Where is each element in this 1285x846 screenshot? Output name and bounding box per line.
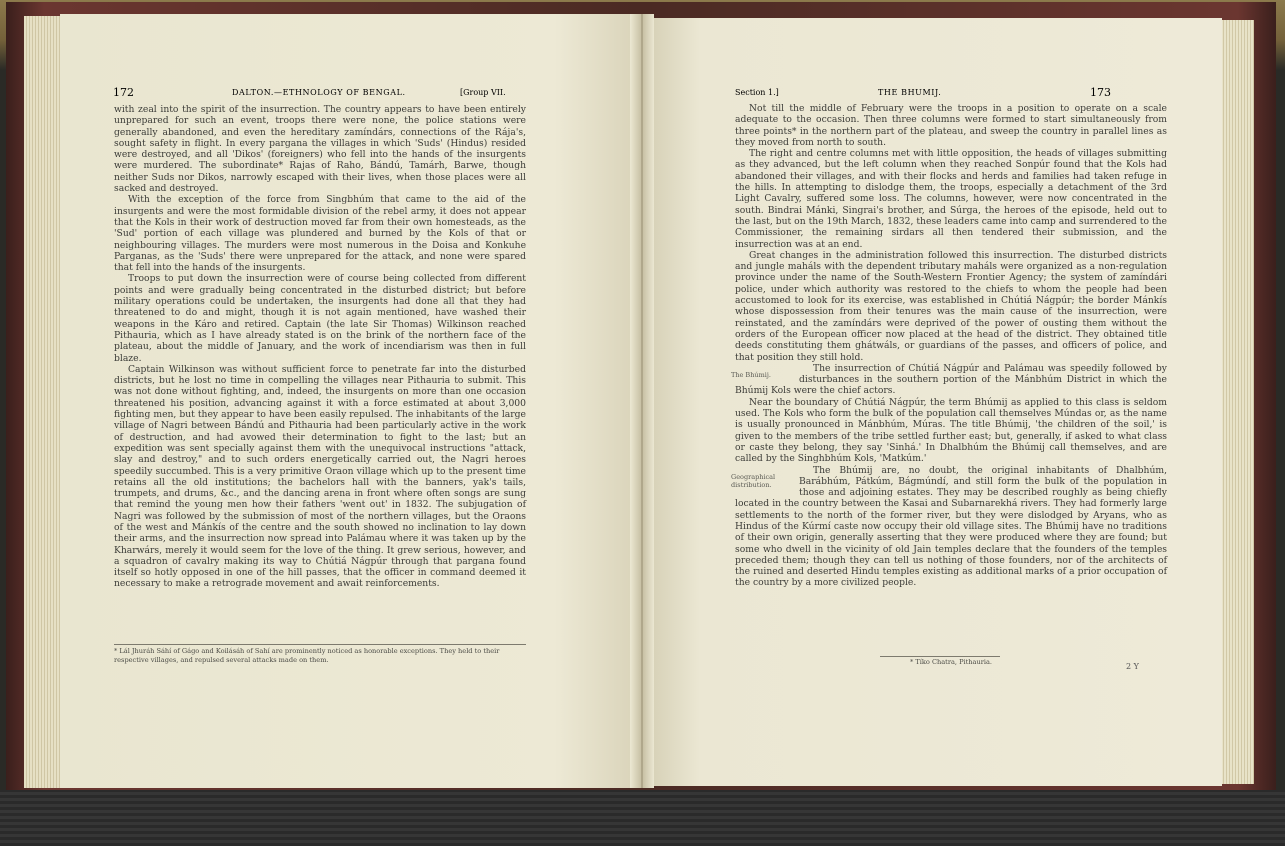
paragraph: Near the boundary of Chútiá Nágpúr, the term Bhúmij as applied to this class is seldom used. The Kols who form the bulk of the population call themselves Múndas or, as the name is usually pronounced in Mánbhúm, Múras. The title Bhúmij, 'the children of the soil,' is given to the members of the tribe settled further east; but, generally, if asked to what class or caste they belong, they say 'Sinhá.' In Dhalbhúm the Bhúmij call themselves, and are called by the Singhbhúm Kols, 'Matkúm.': [735, 396, 1167, 465]
paragraph: With the exception of the force from Singbhúm that came to the aid of the insurgents and were the most formidable division of the rebel army, it does not appear that the Kols in their work of destruction moved far from their own homesteads, as the 'Sud' portion of each village was plundered and burned by the Kols of that or neighbouring villages. The murders were most numerous in the Doisa and Konkuhe Parganas, as the 'Suds' there were unprepared for the attack, and none were spared that fell into the hands of the insurgents.: [114, 194, 526, 274]
paragraph: Not till the middle of February were the troops in a position to operate on a scale adequate to the occasion. Then three columns were formed to start simultaneously from three points* in the northern part of the plateau, and sweep the country in parallel lines as they moved from north to south.: [735, 103, 1167, 148]
right-running-head: THE BHUMIJ.: [878, 88, 942, 97]
left-page-number: 172: [113, 86, 134, 99]
right-footnote: * Tíko Chatra, Pithauria.: [910, 658, 993, 666]
paragraph: Troops to put down the insurrection were of course being collected from different points and were gradually being concentrated in the disturbed district; but before military operations could be undertaken, the insurgents had done all that they had threatened to do and might, though it is not again mentioned, have washed their weapons in the Káro and retired. Captain (the late Sir Thomas) Wilkinson reached Pithauria, which as I have already stated is on the brink of the northern face of the plateau, about the middle of January, and the work of incendiarism was then in full blaze.: [114, 273, 526, 364]
left-page: [60, 14, 642, 788]
paragraph: Great changes in the administration followed this insurrection. The disturbed districts and jungle maháls with the dependent tributary maháls were organized as a non-regulation province under the name of the South-Western Frontier Agency; the system of zamíndári police, under which authority was restored to the chiefs to whom the people had been accustomed to look for its exercise, was established in Chútiá Nágpúr; the border Mánkís whose dispossession from their tenures was the main cause of the insurrection, were reinstated, and the zamíndárs were deprived of the power of ousting them without the orders of the European officer now placed at the head of the district. They obtained title deeds constituting them ghátwáls, or guardians of the passes, and officers of police, and that position they still hold.: [735, 249, 1167, 363]
left-group-label: [Group VII.: [460, 88, 506, 97]
right-page-number: 173: [1090, 86, 1111, 99]
paragraph-text: The Bhúmij are, no doubt, the original inhabitants of Dhalbhúm, Barábhúm, Pátkúm, Bágmúndí, and still form the bulk of the population in those and adjoining estates. They may be described roughly as being chiefly located in the country between the Kasai and Subarnarekhá rivers. They had formerly large settlements to the north of the former river, but they were dislodged by Aryans, who as Hindus of the Kúrmí caste now occupy their old village sites. The Bhúmij have no traditions of their own origin, generally asserting that they were produced where they are found; but some who dwell in the vicinity of old Jain temples declare that the founders of the temples preceded them; though they can tell us nothing of those founders, nor of the architects of the ruined and deserted Hindu temples existing as additional marks of a prior occupation of the country by a more civilized people.: [735, 464, 1167, 589]
paragraph: The right and centre columns met with little opposition, the heads of villages submitting as they advanced, but the left column when they reached Sonpúr found that the Kols had abandoned their villages, and with their flocks and herds and families had taken refuge in the hills. In attempting to dislodge them, the troops, especially a detachment of the 3rd Light Cavalry, suffered some loss. The columns, however, were now concentrated in the south. Bindrai Mánki, Singrai's brother, and Súrga, the heroes of the episode, held out to the last, but on the 19th March, 1832, these leaders came into camp and surrendered to the Commissioner, the remaining sirdars all then tendered their submission, and the insurrection was at an end.: [735, 148, 1167, 250]
marginal-note: Geographical distribution.: [731, 472, 776, 489]
table-surface: [0, 790, 1285, 846]
signature-mark: 2 Y: [1126, 662, 1139, 671]
paragraph: with zeal into the spirit of the insurrection. The country appears to have been entirely unprepared for such an event, troops there were none, the police stations were generally abandoned, and even the hereditary zamíndárs, connections of the Rája's, sought safety in flight. In every pargana the villages in which 'Suds' (Hindus) resided were destroyed, and all 'Dikos' (foreigners) who fell into the hands of the insurgents were murdered. The subordinate* Rajas of Raho, Bándú, Tamárh, Barwe, though neither Suds nor Dikos, narrowly escaped with their lives, when those places were all sacked and destroyed.: [114, 104, 526, 195]
marginal-note: The Bhúmij.: [731, 370, 771, 379]
left-footnote: * Lál Jhuráh Sáhí of Gágo and Koilásáh of Sahí are prominently noticed as honorable exceptions. They held to their respective villages, and repulsed several attacks made on them.: [114, 647, 500, 664]
page-edges-left: [24, 16, 64, 788]
book-gutter: [630, 14, 654, 788]
right-section-label: Section 1.]: [735, 88, 779, 97]
paragraph-text: The insurrection of Chútiá Nágpúr and Palámau was speedily followed by disturbances in the southern portion of the Mánbhúm District in which the Bhúmij Kols were the chief actors.: [735, 362, 1167, 397]
paragraph: Captain Wilkinson was without sufficient force to penetrate far into the disturbed districts, but he lost no time in compelling the villages near Pithauria to submit. This was not done without fighting, and, indeed, the insurgents on more than one occasion threatened his position, advancing against it with a force estimated at about 3,000 fighting men, but they appear to have been easily repulsed. The inhabitants of the large village of Nagri between Bándú and Pithauria had been particularly active in the work of destruction, and had avowed their determination to fight to the last; but an expedition was sent specially against them with the unequivocal instructions "attack, slay and destroy," and to such orders energetically carried out, the Nagri heroes speedily succumbed. This is a very primitive Oraon village which up to the present time retains all the old institutions; the bachelors hall with the banners, yak's tails, trumpets, and drums, &c., and the dancing arena in front where often songs are sung that remind the young men how their fathers 'went out' in 1832. The subjugation of Nagri was followed by the submission of most of the northern villages, but the Oraons of the west and Mánkís of the centre and the south showed no inclination to lay down their arms, and the insurrection now spread into Palámau where it was taken up by the Kharwárs, merely it would seem for the love of the thing. It grew serious, however, and a squadron of cavalry making its way to Chútiá Nágpúr through that pargana found itself so hotly opposed in one of the hill passes, that the officer in command deemed it necessary to make a retrograde movement and await reinforcements.: [114, 363, 526, 590]
right-page: [642, 18, 1222, 786]
left-running-head: DALTON.—ETHNOLOGY OF BENGAL.: [232, 88, 406, 97]
page-edges-right: [1218, 20, 1254, 784]
